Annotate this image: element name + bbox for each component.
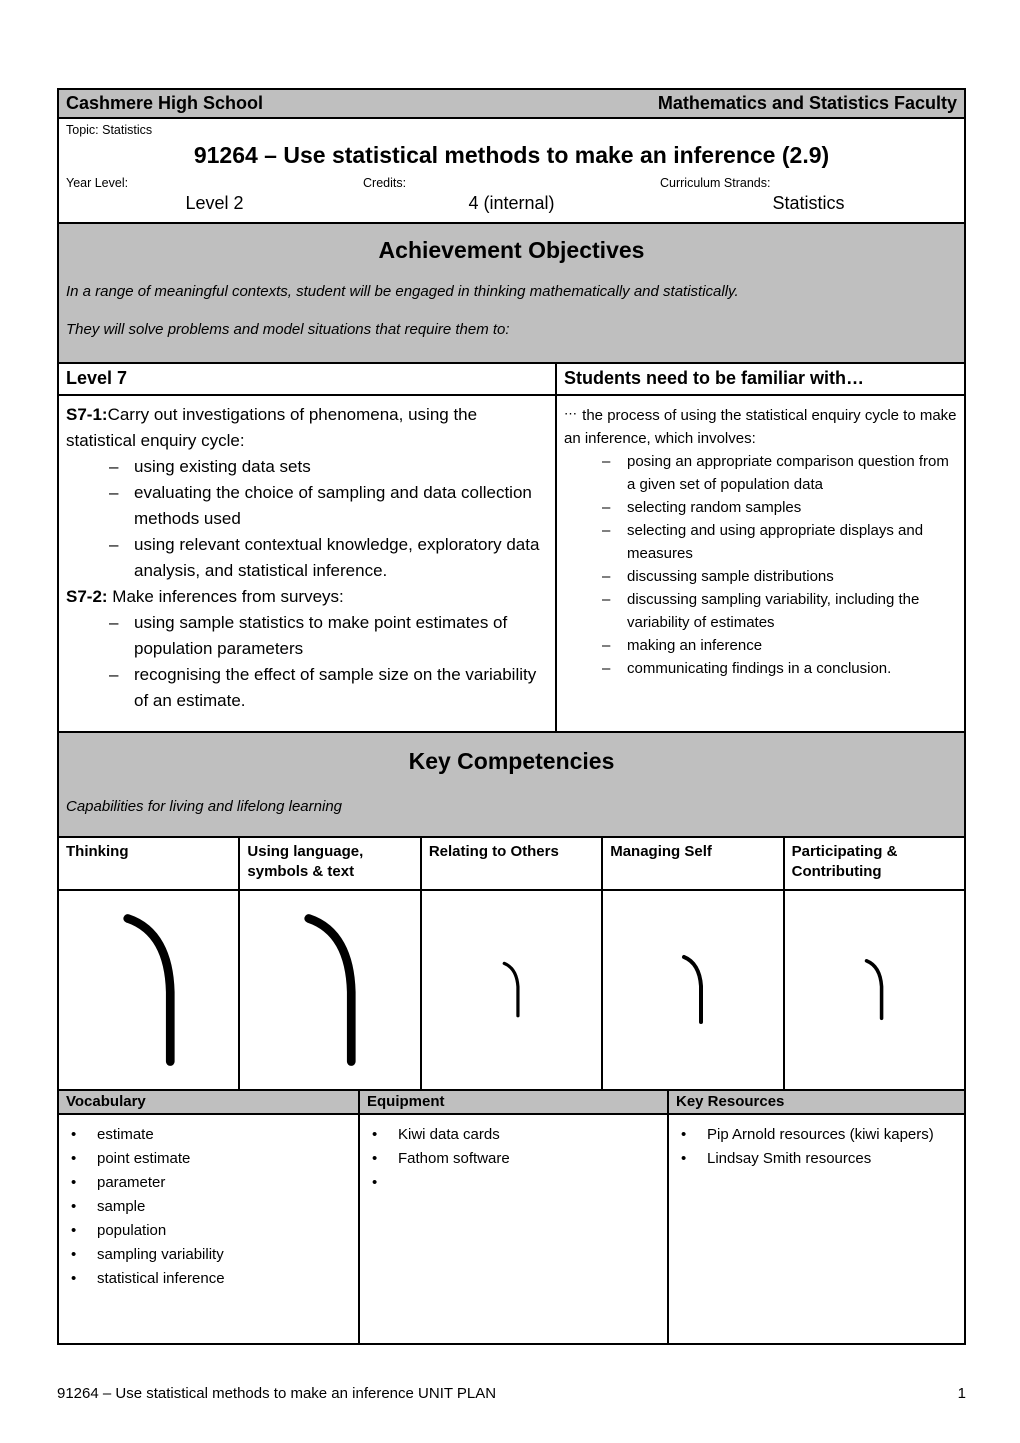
competency-glyph-cell-participating — [785, 891, 964, 1089]
competency-header-managing: Managing Self — [603, 838, 784, 889]
competency-glyph-row — [59, 891, 964, 1091]
competency-header-relating: Relating to Others — [422, 838, 603, 889]
familiar-list — [564, 450, 957, 680]
s71-text: Carry out investigations of phenomena, using the statistical enquiry cycle: — [66, 405, 478, 450]
unit-plan-table — [57, 88, 966, 1345]
list-item: – selecting and using appropriate displays and measures — [564, 519, 957, 565]
list-item: – discussing sample distributions — [564, 565, 957, 588]
school-name: Cashmere High School — [66, 93, 264, 113]
vocabulary-cell — [59, 1115, 360, 1343]
competency-glyph-cell-language — [240, 891, 421, 1089]
competency-glyph-cell-relating — [422, 891, 603, 1089]
ellipsis-marker-icon: ⋯ — [564, 406, 578, 421]
key-resources-cell — [669, 1115, 964, 1343]
curriculum-strands-label: Curriculum Strands: — [660, 176, 771, 190]
list-item: – recognising the effect of sample size on the variability of an estimate. — [66, 662, 548, 714]
document-title: 91264 – Use statistical methods to make an inference (2.9) — [193, 142, 830, 168]
equipment-list — [364, 1123, 663, 1195]
familiar-intro-text: the process of using the statistical enquiry cycle to make an inference, which involves: — [564, 407, 957, 447]
key-competencies-section — [59, 733, 964, 838]
list-item: • estimate — [63, 1123, 354, 1147]
year-level-label: Year Level: — [66, 176, 129, 190]
familiar-with-body — [557, 396, 964, 731]
list-item: – evaluating the choice of sampling and data collection methods used — [66, 480, 548, 532]
list-item: – discussing sampling variability, including the variability of estimates — [564, 588, 957, 634]
s71-paragraph — [66, 402, 548, 454]
topic-label: Topic: Statistics — [66, 123, 153, 137]
familiar-with-column — [557, 364, 964, 731]
s72-paragraph — [66, 584, 548, 610]
page-number: 1 — [957, 1385, 966, 1402]
document-header-row — [59, 90, 964, 119]
credits-field — [363, 175, 660, 215]
faculty-name: Mathematics and Statistics Faculty — [657, 93, 957, 113]
list-item: – posing an appropriate comparison question from a given set of population data — [564, 450, 957, 496]
vocabulary-list — [63, 1123, 354, 1291]
s71-code: S7-1: — [66, 405, 108, 424]
list-item: • Pip Arnold resources (kiwi kapers) — [673, 1123, 960, 1147]
year-level-field — [66, 175, 363, 215]
list-item: – selecting random samples — [564, 496, 957, 519]
list-item: – using relevant contextual knowledge, exploratory data analysis, and statistical inference. — [66, 532, 548, 584]
equipment-header: Equipment — [360, 1091, 669, 1115]
s71-list — [66, 454, 548, 584]
page-footer — [57, 1384, 966, 1404]
list-item: • point estimate — [63, 1147, 354, 1171]
list-item: – using existing data sets — [66, 454, 548, 480]
competency-mark-icon — [680, 954, 706, 1026]
competency-header-language: Using language, symbols & text — [240, 838, 421, 889]
title-block — [59, 119, 964, 224]
resources-body-row — [59, 1115, 964, 1343]
list-item: • Fathom software — [364, 1147, 663, 1171]
level7-column — [59, 364, 557, 731]
key-resources-list — [673, 1123, 960, 1171]
key-resources-header: Key Resources — [669, 1091, 964, 1115]
s72-list — [66, 610, 548, 714]
equipment-cell — [360, 1115, 669, 1343]
credits-value: 4 (internal) — [468, 193, 555, 213]
competency-glyph-cell-managing — [603, 891, 784, 1089]
curriculum-strands-value: Statistics — [772, 193, 845, 213]
year-level-value: Level 2 — [185, 193, 244, 213]
list-item: – making an inference — [564, 634, 957, 657]
list-item: – communicating findings in a conclusion. — [564, 657, 957, 680]
vocabulary-header: Vocabulary — [59, 1091, 360, 1115]
s72-text: Make inferences from surveys: — [107, 587, 344, 606]
achievement-intro-line1: In a range of meaningful contexts, student will be engaged in thinking mathematically and statistically. — [66, 283, 739, 300]
s72-code: S7-2: — [66, 587, 108, 606]
competency-mark-icon — [120, 912, 178, 1068]
list-item — [364, 1171, 663, 1195]
list-item: • sample — [63, 1195, 354, 1219]
list-item: • sampling variability — [63, 1243, 354, 1267]
key-competencies-subtitle: Capabilities for living and lifelong learning — [66, 798, 342, 815]
list-item: – using sample statistics to make point estimates of population parameters — [66, 610, 548, 662]
footer-title: 91264 – Use statistical methods to make an inference UNIT PLAN — [57, 1385, 497, 1402]
competency-header-thinking: Thinking — [59, 838, 240, 889]
competency-header-participating: Participating & Contributing — [791, 843, 898, 880]
competency-mark-icon — [863, 958, 886, 1022]
achievement-intro-line2: They will solve problems and model situations that require them to: — [66, 321, 510, 338]
list-item: • parameter — [63, 1171, 354, 1195]
familiar-intro-paragraph — [564, 402, 957, 450]
list-item: • Lindsay Smith resources — [673, 1147, 960, 1171]
meta-row — [66, 175, 957, 215]
resources-header-row — [59, 1091, 964, 1115]
competency-mark-icon — [301, 912, 359, 1068]
curriculum-strands-field — [660, 175, 957, 215]
familiar-with-header: Students need to be familiar with… — [557, 364, 964, 396]
competency-mark-icon — [501, 961, 522, 1019]
credits-label: Credits: — [363, 176, 407, 190]
objectives-table — [59, 364, 964, 733]
competency-glyph-cell-thinking — [59, 891, 240, 1089]
competency-header-row — [59, 838, 964, 891]
list-item: • statistical inference — [63, 1267, 354, 1291]
key-competencies-heading: Key Competencies — [408, 748, 615, 774]
level7-header: Level 7 — [59, 364, 555, 396]
list-item: • Kiwi data cards — [364, 1123, 663, 1147]
level7-body — [59, 396, 555, 731]
achievement-objectives-section — [59, 224, 964, 364]
list-item: • population — [63, 1219, 354, 1243]
achievement-objectives-heading: Achievement Objectives — [378, 237, 645, 263]
